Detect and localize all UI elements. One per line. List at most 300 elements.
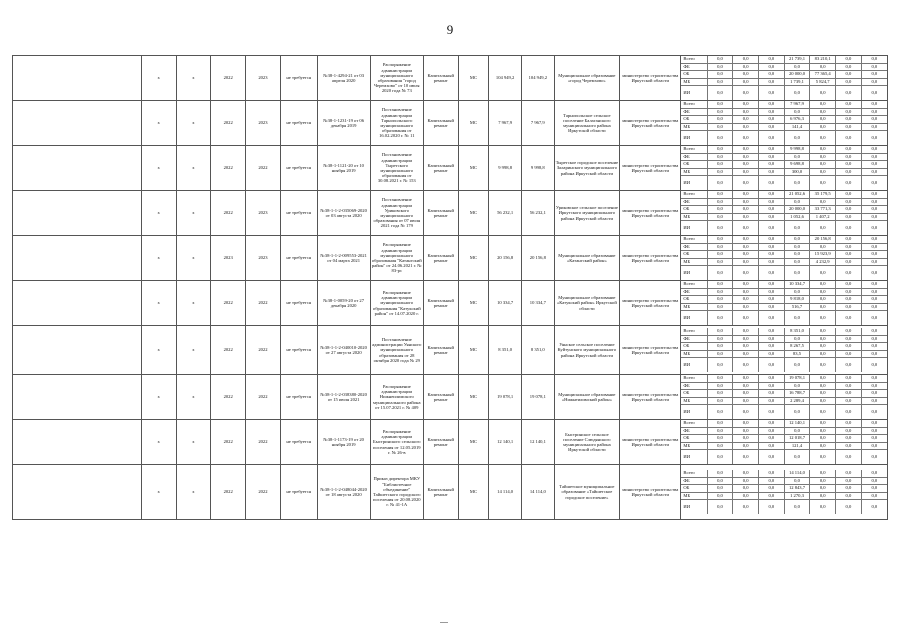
financing-source-label: МБ bbox=[681, 168, 707, 176]
financing-value: 0,0 bbox=[784, 108, 810, 116]
row-expert-conclusion: №38-1-1121-20 от 10 ноября 2019 bbox=[317, 146, 370, 191]
financing-value: 0,0 bbox=[810, 435, 836, 443]
financing-value: 0,0 bbox=[733, 108, 759, 116]
financing-value: 0,0 bbox=[784, 427, 810, 435]
row-remaining-cost: 9 998,8 bbox=[521, 146, 554, 191]
row-end-year: 2023 bbox=[246, 101, 281, 146]
financing-value: 0,0 bbox=[810, 492, 836, 500]
financing-value: 0,0 bbox=[836, 390, 862, 398]
financing-subtable bbox=[681, 101, 887, 145]
row-object-name bbox=[13, 146, 142, 191]
row-financing-breakdown bbox=[681, 465, 888, 520]
financing-source-label: ОБ bbox=[681, 485, 707, 493]
financing-source-row bbox=[681, 470, 887, 477]
row-approval-document: Распоряжение администрации муниципального образования "город Черемхово" от 10 июля 2020 года № 73 bbox=[370, 56, 423, 101]
row-responsible-executor: министерство строительства Иркутской области bbox=[620, 146, 681, 191]
financing-value: 0,0 bbox=[810, 311, 836, 326]
row-financing-breakdown bbox=[681, 191, 888, 236]
financing-value: 0,0 bbox=[784, 176, 810, 191]
financing-source-label: Всего bbox=[681, 146, 707, 153]
financing-value: 21 052,6 bbox=[784, 191, 810, 198]
row-approval-document: Постановление администрации Уянского муниципального образования от 28 октября 2020 года № 29 bbox=[370, 326, 423, 375]
financing-source-row bbox=[681, 485, 887, 493]
row-remaining-cost: 7 967,9 bbox=[521, 101, 554, 146]
financing-value: 0,0 bbox=[733, 485, 759, 493]
financing-value: 0,0 bbox=[758, 350, 784, 358]
financing-source-row bbox=[681, 101, 887, 108]
row-placeholder-x2: x bbox=[176, 146, 211, 191]
financing-source-row bbox=[681, 405, 887, 420]
financing-value: 0,0 bbox=[861, 236, 887, 243]
financing-source-label: ОБ bbox=[681, 206, 707, 214]
financing-value: 0,0 bbox=[758, 123, 784, 131]
financing-value: 0,0 bbox=[861, 63, 887, 71]
row-placeholder-x2: x bbox=[176, 191, 211, 236]
financing-value: 0,0 bbox=[861, 258, 887, 266]
row-end-year: 2022 bbox=[246, 281, 281, 326]
financing-value: 0,0 bbox=[836, 78, 862, 86]
financing-source-label: ОБ bbox=[681, 435, 707, 443]
row-placeholder-x2: x bbox=[176, 56, 211, 101]
financing-value: 6 976,3 bbox=[784, 116, 810, 124]
financing-value: 0,0 bbox=[784, 198, 810, 206]
financing-value: 0,0 bbox=[861, 101, 887, 108]
financing-value: 0,0 bbox=[810, 86, 836, 101]
row-ownership-type: МС bbox=[458, 375, 489, 420]
table-row bbox=[13, 326, 888, 375]
financing-value: 0,0 bbox=[758, 343, 784, 351]
row-end-year: 2022 bbox=[246, 420, 281, 465]
row-work-type: Капитальный ремонт bbox=[423, 101, 458, 146]
financing-value: 9 818,0 bbox=[784, 296, 810, 304]
financing-value: 0,0 bbox=[707, 390, 733, 398]
row-approval-document: Распоряжение администрации муниципального образования "Катангский район" от 24.06.2021 г. № 83-рс bbox=[370, 236, 423, 281]
financing-source-label: Всего bbox=[681, 375, 707, 382]
financing-value: 0,0 bbox=[836, 288, 862, 296]
financing-value: 0,0 bbox=[810, 161, 836, 169]
financing-value: 0,0 bbox=[836, 176, 862, 191]
financing-value: 0,0 bbox=[861, 343, 887, 351]
financing-value: 0,0 bbox=[707, 350, 733, 358]
financing-value: 0,0 bbox=[707, 123, 733, 131]
financing-value: 0,0 bbox=[836, 221, 862, 236]
financing-source-row bbox=[681, 397, 887, 405]
financing-value: 0,0 bbox=[836, 281, 862, 288]
financing-value: 0,0 bbox=[707, 435, 733, 443]
financing-value: 0,0 bbox=[707, 427, 733, 435]
financing-value: 0,0 bbox=[707, 221, 733, 236]
financing-value: 0,0 bbox=[861, 450, 887, 465]
financing-value: 0,0 bbox=[733, 427, 759, 435]
financing-source-label: Всего bbox=[681, 101, 707, 108]
row-expert-conclusion: №38-1-1231-19 от 06 декабря 2019 bbox=[317, 101, 370, 146]
financing-value: 0,0 bbox=[836, 311, 862, 326]
financing-value: 8 267,5 bbox=[784, 343, 810, 351]
financing-value: 0,0 bbox=[810, 221, 836, 236]
financing-value: 0,0 bbox=[784, 311, 810, 326]
row-remaining-cost: 14 114,0 bbox=[521, 465, 554, 520]
financing-value: 0,0 bbox=[836, 343, 862, 351]
financing-source-row bbox=[681, 450, 887, 465]
financing-value: 0,0 bbox=[758, 258, 784, 266]
financing-source-label: ОБ bbox=[681, 71, 707, 79]
row-object-name bbox=[13, 465, 142, 520]
financing-value: 0,0 bbox=[758, 236, 784, 243]
financing-value: 12 018,7 bbox=[784, 435, 810, 443]
row-customer: Тарнопольское сельское поселение Балаганского муниципального района Иркутской области bbox=[554, 101, 619, 146]
financing-value: 0,0 bbox=[861, 243, 887, 251]
financing-value: 0,0 bbox=[810, 350, 836, 358]
row-placeholder-x1: x bbox=[141, 236, 176, 281]
financing-value: 0,0 bbox=[707, 108, 733, 116]
financing-value: 0,0 bbox=[836, 108, 862, 116]
financing-source-row bbox=[681, 375, 887, 382]
financing-value: 0,0 bbox=[836, 470, 862, 477]
row-end-year: 2023 bbox=[246, 191, 281, 236]
financing-source-row bbox=[681, 435, 887, 443]
financing-value: 0,0 bbox=[836, 485, 862, 493]
financing-source-row bbox=[681, 63, 887, 71]
financing-source-label: Всего bbox=[681, 56, 707, 63]
financing-value: 0,0 bbox=[836, 206, 862, 214]
table-row bbox=[13, 191, 888, 236]
financing-value: 0,0 bbox=[707, 236, 733, 243]
row-responsible-executor: министерство строительства Иркутской области bbox=[620, 56, 681, 101]
financing-source-row bbox=[681, 116, 887, 124]
financing-source-label: ОБ bbox=[681, 116, 707, 124]
financing-value: 0,0 bbox=[836, 435, 862, 443]
financing-value: 0,0 bbox=[861, 281, 887, 288]
financing-source-row bbox=[681, 168, 887, 176]
financing-value: 516,7 bbox=[784, 303, 810, 311]
row-customer: Тыретское городское поселение Заларинского муниципального района Иркутской области bbox=[554, 146, 619, 191]
row-placeholder-x1: x bbox=[141, 191, 176, 236]
row-ownership-type: МС bbox=[458, 326, 489, 375]
financing-value: 0,0 bbox=[836, 56, 862, 63]
financing-value: 9 998,8 bbox=[784, 146, 810, 153]
financing-value: 0,0 bbox=[861, 86, 887, 101]
financing-value: 0,0 bbox=[758, 382, 784, 390]
row-expertise-status: не требуется bbox=[280, 56, 317, 101]
financing-value: 0,0 bbox=[758, 198, 784, 206]
financing-value: 0,0 bbox=[707, 56, 733, 63]
financing-value: 33 771,3 bbox=[810, 206, 836, 214]
row-remaining-cost: 20 156,8 bbox=[521, 236, 554, 281]
financing-source-row bbox=[681, 382, 887, 390]
financing-value: 0,0 bbox=[784, 153, 810, 161]
financing-value: 0,0 bbox=[861, 427, 887, 435]
row-estimated-cost: 19 078,1 bbox=[489, 375, 522, 420]
financing-value: 0,0 bbox=[707, 153, 733, 161]
row-expert-conclusion: №38-1-1-2-040010-2020 от 27 августа 2020 bbox=[317, 326, 370, 375]
financing-value: 0,0 bbox=[836, 146, 862, 153]
row-responsible-executor: министерство строительства Иркутской области bbox=[620, 236, 681, 281]
row-responsible-executor: министерство строительства Иркутской области bbox=[620, 465, 681, 520]
row-work-type: Капитальный ремонт bbox=[423, 326, 458, 375]
financing-value: 0,0 bbox=[810, 450, 836, 465]
financing-value: 0,0 bbox=[861, 382, 887, 390]
financing-value: 0,0 bbox=[733, 343, 759, 351]
financing-value: 0,0 bbox=[784, 86, 810, 101]
financing-value: 0,0 bbox=[836, 375, 862, 382]
row-estimated-cost: 7 967,9 bbox=[489, 101, 522, 146]
financing-source-label: ФБ bbox=[681, 335, 707, 343]
financing-source-row bbox=[681, 78, 887, 86]
row-placeholder-x2: x bbox=[176, 281, 211, 326]
financing-value: 0,0 bbox=[810, 382, 836, 390]
financing-value: 0,0 bbox=[836, 350, 862, 358]
financing-source-label: ИИ bbox=[683, 135, 691, 140]
financing-value: 0,0 bbox=[733, 288, 759, 296]
table-row bbox=[13, 56, 888, 101]
row-start-year: 2022 bbox=[211, 326, 246, 375]
row-work-type: Капитальный ремонт bbox=[423, 281, 458, 326]
row-end-year: 2023 bbox=[246, 56, 281, 101]
financing-value: 0,0 bbox=[733, 375, 759, 382]
financing-source-row bbox=[681, 303, 887, 311]
financing-value: 12 843,7 bbox=[784, 485, 810, 493]
page-footer-mark bbox=[440, 622, 448, 623]
financing-value: 0,0 bbox=[836, 63, 862, 71]
financing-value: 0,0 bbox=[758, 375, 784, 382]
financing-value: 0,0 bbox=[836, 477, 862, 485]
financing-source-label: ИИ bbox=[683, 409, 691, 414]
financing-value: 0,0 bbox=[733, 258, 759, 266]
financing-value: 0,0 bbox=[707, 405, 733, 420]
financing-value: 0,0 bbox=[861, 335, 887, 343]
row-placeholder-x1: x bbox=[141, 420, 176, 465]
financing-value: 0,0 bbox=[707, 375, 733, 382]
financing-value: 0,0 bbox=[733, 251, 759, 259]
financing-value: 0,0 bbox=[861, 303, 887, 311]
financing-source-row bbox=[681, 358, 887, 373]
financing-source-row bbox=[681, 477, 887, 485]
financing-value: 0,0 bbox=[733, 492, 759, 500]
financing-value: 300,0 bbox=[784, 168, 810, 176]
row-customer: Быстринское сельское поселение Слюдянского муниципального района Иркутской области bbox=[554, 420, 619, 465]
financing-source-label: Всего bbox=[681, 420, 707, 427]
row-work-type: Капитальный ремонт bbox=[423, 56, 458, 101]
row-placeholder-x2: x bbox=[176, 101, 211, 146]
row-placeholder-x1: x bbox=[141, 146, 176, 191]
row-customer: Уянское сельское поселение Куйтунского муниципального района Иркутской области bbox=[554, 326, 619, 375]
financing-value: 0,0 bbox=[784, 288, 810, 296]
financing-value: 0,0 bbox=[733, 168, 759, 176]
table-row bbox=[13, 465, 888, 520]
financing-value: 0,0 bbox=[733, 176, 759, 191]
row-ownership-type: МС bbox=[458, 146, 489, 191]
financing-value: 0,0 bbox=[810, 153, 836, 161]
row-customer: Муниципальное образование «Катукский район» Иркутской области bbox=[554, 281, 619, 326]
financing-value: 0,0 bbox=[707, 176, 733, 191]
financing-source-row bbox=[681, 123, 887, 131]
financing-source-label: ОБ bbox=[681, 390, 707, 398]
financing-subtable bbox=[681, 375, 887, 419]
financing-value: 0,0 bbox=[810, 123, 836, 131]
financing-source-row bbox=[681, 343, 887, 351]
financing-subtable bbox=[681, 328, 887, 372]
row-start-year: 2022 bbox=[211, 146, 246, 191]
financing-source-label: ИИ bbox=[683, 362, 691, 367]
financing-source-label: ОБ bbox=[681, 296, 707, 304]
financing-value: 0,0 bbox=[758, 191, 784, 198]
financing-value: 0,0 bbox=[836, 86, 862, 101]
financing-source-row bbox=[681, 258, 887, 266]
financing-value: 0,0 bbox=[861, 168, 887, 176]
financing-source-row bbox=[681, 236, 887, 243]
financing-value: 0,0 bbox=[861, 470, 887, 477]
financing-value: 0,0 bbox=[733, 477, 759, 485]
financing-value: 15 923,9 bbox=[810, 251, 836, 259]
row-placeholder-x2: x bbox=[176, 465, 211, 520]
financing-value: 0,0 bbox=[707, 86, 733, 101]
financing-value: 77 365,4 bbox=[810, 71, 836, 79]
row-estimated-cost: 104 949,2 bbox=[489, 56, 522, 101]
financing-value: 0,0 bbox=[733, 358, 759, 373]
financing-value: 0,0 bbox=[707, 146, 733, 153]
financing-source-label: ИИ bbox=[683, 180, 691, 185]
financing-value: 0,0 bbox=[836, 500, 862, 515]
financing-value: 0,0 bbox=[733, 435, 759, 443]
row-approval-document: Распоряжение администрации Нижнеилимского муниципального района от 15.07.2021 г. № 409 bbox=[370, 375, 423, 420]
row-expert-conclusion: №38-1-4294-21 от 03 апреля 2020 bbox=[317, 56, 370, 101]
financing-value: 0,0 bbox=[733, 470, 759, 477]
financing-value: 0,0 bbox=[836, 296, 862, 304]
financing-source-label: МБ bbox=[681, 492, 707, 500]
row-responsible-executor: министерство строительства Иркутской области bbox=[620, 375, 681, 420]
financing-subtable bbox=[681, 56, 887, 100]
financing-value: 0,0 bbox=[861, 176, 887, 191]
financing-value: 0,0 bbox=[836, 258, 862, 266]
financing-source-row bbox=[681, 281, 887, 288]
financing-value: 0,0 bbox=[861, 435, 887, 443]
financing-value: 0,0 bbox=[707, 116, 733, 124]
financing-source-label: ФБ bbox=[681, 427, 707, 435]
financing-value: 0,0 bbox=[784, 382, 810, 390]
row-customer: Муниципальное образование «Нижнеилимский район» bbox=[554, 375, 619, 420]
financing-value: 0,0 bbox=[707, 296, 733, 304]
financing-value: 21 739,1 bbox=[784, 56, 810, 63]
row-expertise-status: не требуется bbox=[280, 465, 317, 520]
table-row bbox=[13, 101, 888, 146]
financing-value: 0,0 bbox=[733, 350, 759, 358]
financing-value: 0,0 bbox=[810, 442, 836, 450]
financing-value: 0,0 bbox=[784, 221, 810, 236]
financing-value: 0,0 bbox=[707, 382, 733, 390]
financing-value: 0,0 bbox=[861, 146, 887, 153]
financing-value: 0,0 bbox=[836, 213, 862, 221]
financing-value: 0,0 bbox=[861, 328, 887, 335]
financing-value: 0,0 bbox=[733, 153, 759, 161]
financing-source-row bbox=[681, 213, 887, 221]
financing-value: 0,0 bbox=[707, 420, 733, 427]
row-estimated-cost: 20 156,8 bbox=[489, 236, 522, 281]
financing-value: 0,0 bbox=[758, 397, 784, 405]
financing-value: 0,0 bbox=[836, 405, 862, 420]
financing-value: 0,0 bbox=[810, 198, 836, 206]
financing-source-row bbox=[681, 296, 887, 304]
financing-value: 0,0 bbox=[758, 266, 784, 281]
financing-source-row bbox=[681, 161, 887, 169]
row-placeholder-x2: x bbox=[176, 375, 211, 420]
financing-value: 0,0 bbox=[836, 382, 862, 390]
financing-value: 0,0 bbox=[733, 71, 759, 79]
financing-value: 0,0 bbox=[861, 153, 887, 161]
row-object-name bbox=[13, 191, 142, 236]
table-row bbox=[13, 375, 888, 420]
financing-value: 0,0 bbox=[733, 116, 759, 124]
row-ownership-type: МС bbox=[458, 101, 489, 146]
financing-value: 0,0 bbox=[861, 251, 887, 259]
financing-value: 0,0 bbox=[758, 108, 784, 116]
row-work-type: Капитальный ремонт bbox=[423, 236, 458, 281]
financing-value: 9 698,8 bbox=[784, 161, 810, 169]
financing-value: 0,0 bbox=[810, 243, 836, 251]
financing-value: 2 289,4 bbox=[784, 397, 810, 405]
financing-value: 0,0 bbox=[861, 108, 887, 116]
financing-value: 0,0 bbox=[733, 382, 759, 390]
row-placeholder-x1: x bbox=[141, 281, 176, 326]
financing-subtable bbox=[681, 420, 887, 464]
financing-source-label: ФБ bbox=[681, 243, 707, 251]
financing-value: 0,0 bbox=[758, 477, 784, 485]
row-end-year: 2022 bbox=[246, 146, 281, 191]
row-object-name bbox=[13, 281, 142, 326]
row-customer: Тайшетское муниципальное образование «Тайшетское городское поселение» bbox=[554, 465, 619, 520]
financing-value: 0,0 bbox=[810, 405, 836, 420]
financing-subtable bbox=[681, 236, 887, 280]
financing-source-label: ФБ bbox=[681, 153, 707, 161]
row-approval-document: Распоряжение администрации муниципального образования "Катукский район" от 14.07.2020 г. bbox=[370, 281, 423, 326]
financing-value: 0,0 bbox=[733, 500, 759, 515]
row-start-year: 2022 bbox=[211, 420, 246, 465]
financing-value: 0,0 bbox=[707, 131, 733, 146]
financing-value: 0,0 bbox=[707, 343, 733, 351]
financing-value: 0,0 bbox=[836, 397, 862, 405]
financing-value: 121,4 bbox=[784, 442, 810, 450]
financing-source-row bbox=[681, 243, 887, 251]
financing-source-label: МБ bbox=[681, 213, 707, 221]
financing-value: 0,0 bbox=[836, 153, 862, 161]
financing-value: 0,0 bbox=[758, 358, 784, 373]
row-responsible-executor: министерство строительства Иркутской области bbox=[620, 326, 681, 375]
financing-value: 0,0 bbox=[836, 191, 862, 198]
financing-value: 0,0 bbox=[836, 101, 862, 108]
row-placeholder-x1: x bbox=[141, 465, 176, 520]
financing-value: 0,0 bbox=[707, 477, 733, 485]
row-placeholder-x1: x bbox=[141, 56, 176, 101]
row-ownership-type: МС bbox=[458, 281, 489, 326]
financing-value: 0,0 bbox=[707, 198, 733, 206]
financing-value: 0,0 bbox=[707, 500, 733, 515]
financing-value: 0,0 bbox=[707, 206, 733, 214]
row-estimated-cost: 56 232,1 bbox=[489, 191, 522, 236]
financing-source-label: Всего bbox=[681, 470, 707, 477]
row-placeholder-x2: x bbox=[176, 420, 211, 465]
financing-value: 0,0 bbox=[733, 161, 759, 169]
row-start-year: 2022 bbox=[211, 281, 246, 326]
row-approval-document: Приказ директора МКУ "Библиотечное объединение" Тайшетского городского поселения от 20.08.2020 г. № 41-1А bbox=[370, 465, 423, 520]
financing-value: 141,4 bbox=[784, 123, 810, 131]
financing-source-row bbox=[681, 288, 887, 296]
financing-source-label: ИИ bbox=[683, 315, 691, 320]
financing-value: 0,0 bbox=[707, 251, 733, 259]
financing-value: 0,0 bbox=[784, 477, 810, 485]
row-financing-breakdown bbox=[681, 56, 888, 101]
financing-value: 0,0 bbox=[810, 390, 836, 398]
financing-value: 0,0 bbox=[861, 358, 887, 373]
financing-value: 0,0 bbox=[733, 131, 759, 146]
